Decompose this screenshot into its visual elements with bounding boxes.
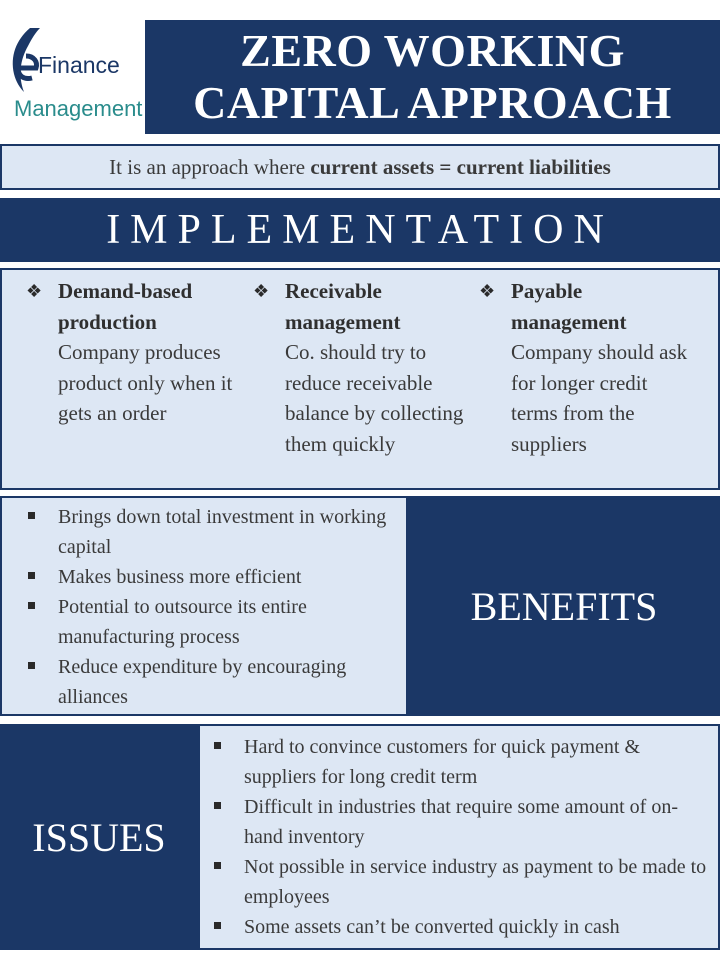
issues-heading-panel [0, 724, 198, 950]
square-bullet-icon [28, 512, 35, 519]
definition-prefix: It is an approach where [109, 155, 311, 179]
issue-text: Difficult in industries that require some amount of on-hand inventory [244, 796, 678, 848]
square-bullet-icon [214, 862, 221, 869]
diamond-bullet-icon: ❖ [26, 281, 43, 301]
implementation-column-heading: Payable management [511, 279, 627, 334]
implementation-column [26, 276, 246, 429]
benefit-text: Makes business more efficient [58, 566, 302, 588]
implementation-column [479, 276, 699, 459]
benefit-text: Potential to outsource its entire manufacturing process [58, 596, 307, 648]
issue-text: Hard to convince customers for quick payment & suppliers for long credit term [244, 736, 640, 788]
benefits-list [26, 502, 398, 712]
implementation-column-body: Company should ask for longer credit terms from the suppliers [511, 340, 688, 456]
list-item [212, 732, 712, 792]
implementation-column-body: Co. should try to reduce receivable balance by collecting them quickly [285, 340, 464, 456]
implementation-heading: IMPLEMENTATION [106, 207, 614, 253]
logo-line2: Management [14, 96, 143, 121]
list-item [212, 792, 712, 852]
benefit-text: Reduce expenditure by encouraging alliances [58, 656, 347, 708]
list-item [26, 652, 398, 712]
logo-line1: Finance [38, 52, 120, 78]
list-item [26, 502, 398, 562]
list-item [212, 912, 712, 942]
implementation-column [253, 276, 473, 459]
benefits-heading: BENEFITS [470, 583, 658, 629]
diamond-bullet-icon: ❖ [253, 281, 270, 301]
square-bullet-icon [28, 662, 35, 669]
implementation-column-heading: Receivable management [285, 279, 401, 334]
square-bullet-icon [28, 572, 35, 579]
definition-banner [0, 144, 720, 190]
diamond-bullet-icon: ❖ [479, 281, 496, 301]
benefits-heading-panel [408, 496, 720, 716]
issues-list [212, 732, 712, 942]
page-title [145, 20, 720, 134]
list-item [212, 852, 712, 912]
implementation-column-body: Company produces product only when it gets an order [58, 340, 233, 425]
issues-heading: ISSUES [32, 814, 166, 860]
issue-text: Not possible in service industry as payment to be made to employees [244, 856, 707, 908]
issue-text: Some assets can’t be converted quickly in cash [244, 916, 620, 938]
benefit-text: Brings down total investment in working capital [58, 506, 387, 558]
square-bullet-icon [214, 802, 221, 809]
definition-bold: current assets = current liabilities [310, 155, 611, 179]
issues-list-panel [198, 724, 720, 950]
implementation-column-heading: Demand-based production [58, 279, 193, 334]
logo [0, 0, 143, 134]
title-line1: ZERO WORKING [240, 25, 625, 76]
square-bullet-icon [28, 602, 35, 609]
list-item [26, 592, 398, 652]
list-item [26, 562, 398, 592]
square-bullet-icon [214, 742, 221, 749]
implementation-heading-bar [0, 198, 720, 262]
implementation-panel [0, 268, 720, 490]
benefits-list-panel [0, 496, 408, 716]
title-line2: CAPITAL APPROACH [193, 77, 672, 128]
square-bullet-icon [214, 922, 221, 929]
